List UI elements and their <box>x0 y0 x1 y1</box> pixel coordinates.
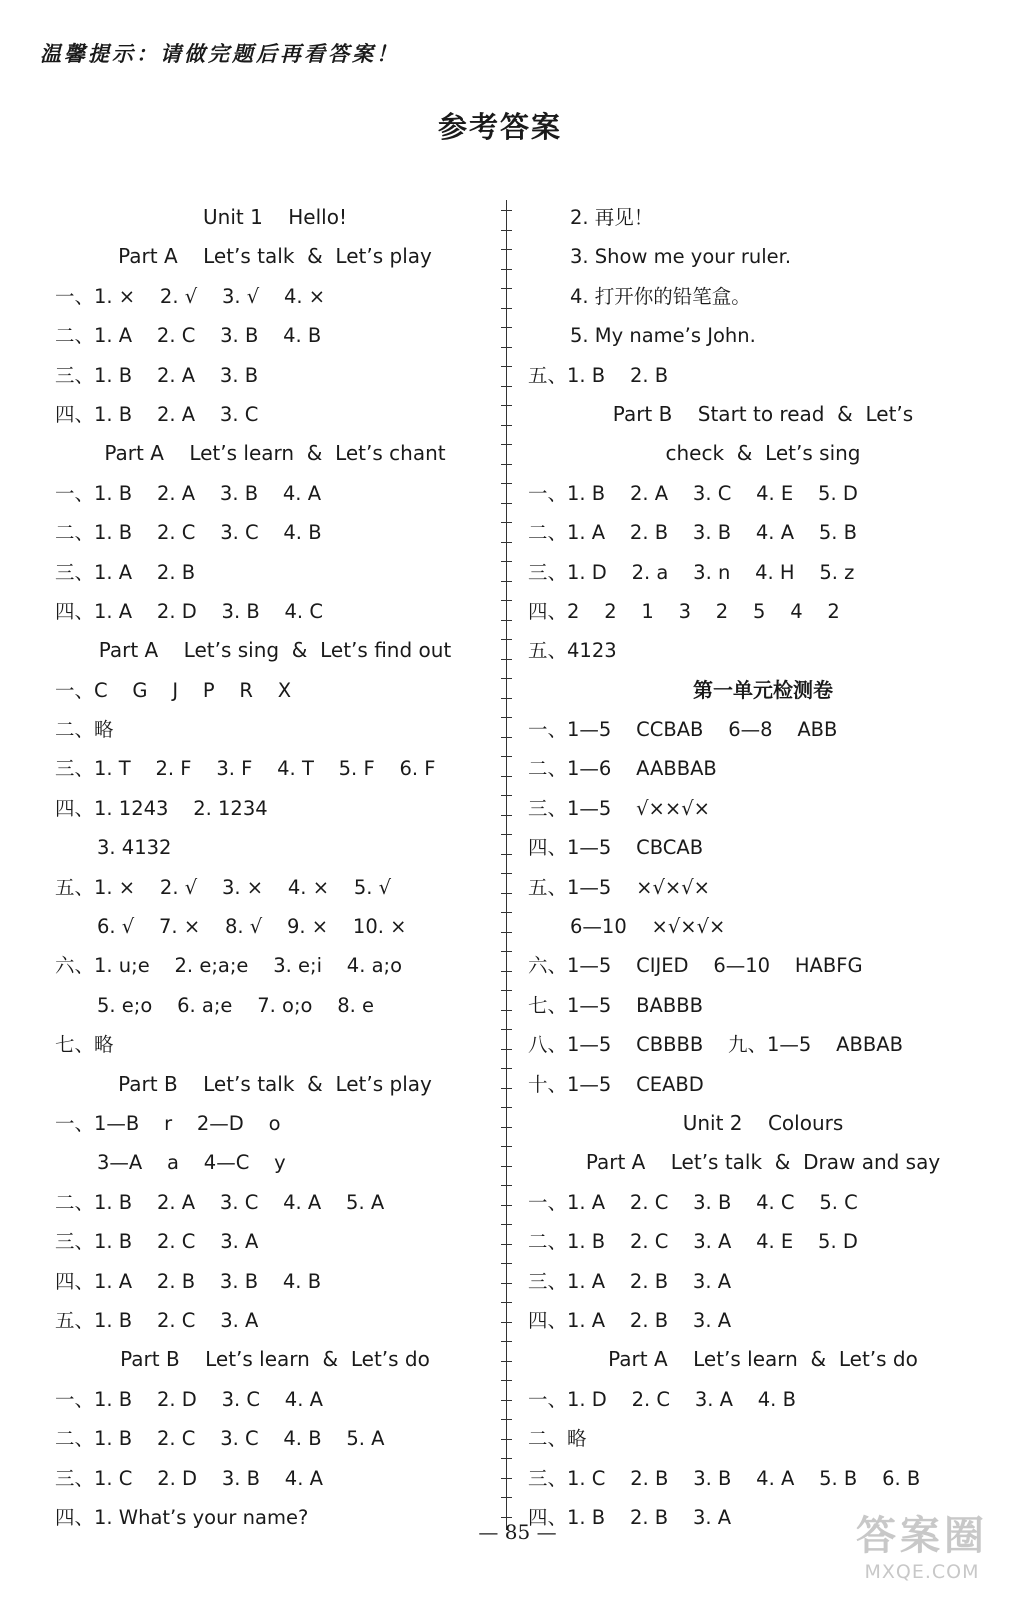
answer-line: 4. 打开你的铅笔盒。 <box>570 284 751 308</box>
divider-tick <box>501 698 512 699</box>
divider-tick <box>501 269 512 270</box>
divider-tick <box>501 1322 512 1323</box>
reminder-tip: 温馨提示：请做完题后再看答案！ <box>40 42 400 66</box>
divider-tick <box>501 444 512 445</box>
divider-tick <box>501 815 512 816</box>
divider-tick <box>501 1439 512 1440</box>
column-divider <box>506 200 507 1530</box>
answer-line: 四、2 2 1 3 2 5 4 2 <box>528 599 840 623</box>
answer-line: 2. 再见！ <box>570 206 654 229</box>
section-heading: Part B Let’s talk & Let’s play <box>118 1071 432 1096</box>
answer-line: 5. My name’s John. <box>570 324 756 348</box>
divider-tick <box>501 893 512 894</box>
section-heading: Part B Let’s learn & Let’s do <box>120 1347 430 1372</box>
answer-line: 四、1. A 2. D 3. B 4. C <box>55 599 323 623</box>
divider-tick <box>501 1283 512 1284</box>
answer-line: 四、1. What’s your name? <box>55 1505 309 1529</box>
divider-tick <box>501 1341 512 1342</box>
answer-line: 四、1. A 2. B 3. A <box>528 1308 732 1332</box>
answer-line: 一、1. × 2. √ 3. √ 4. × <box>55 284 326 308</box>
answer-line: 一、1. B 2. A 3. B 4. A <box>55 481 322 505</box>
divider-tick <box>501 483 512 484</box>
divider-tick <box>501 1146 512 1147</box>
answer-line: 八、1—5 CBBBB 九、1—5 ABBAB <box>528 1033 903 1057</box>
section-heading: Unit 2 Colours <box>682 1110 844 1135</box>
answer-line: 5. e;o 6. a;e 7. o;o 8. e <box>97 993 375 1017</box>
divider-tick <box>501 327 512 328</box>
divider-tick <box>501 503 512 504</box>
answer-line: 二、1. A 2. C 3. B 4. B <box>55 324 322 348</box>
answer-line: 五、4123 <box>528 639 617 663</box>
divider-tick <box>501 386 512 387</box>
answer-line: 二、1. B 2. C 3. C 4. B 5. A <box>55 1427 385 1451</box>
answer-line: 五、1. B 2. B <box>528 363 669 387</box>
answer-line: 五、1—5 ×√×√× <box>528 875 710 899</box>
site-watermark <box>837 1512 1007 1592</box>
divider-tick <box>501 542 512 543</box>
divider-tick <box>501 659 512 660</box>
divider-tick <box>501 230 512 231</box>
answer-line: 六、1. u;e 2. e;a;e 3. e;i 4. a;o <box>55 954 403 978</box>
divider-tick <box>501 1049 512 1050</box>
divider-tick <box>501 1068 512 1069</box>
divider-tick <box>501 1205 512 1206</box>
divider-tick <box>501 249 512 250</box>
divider-tick <box>501 1029 512 1030</box>
divider-tick <box>501 1127 512 1128</box>
divider-tick <box>501 1361 512 1362</box>
divider-tick <box>501 971 512 972</box>
divider-tick <box>501 581 512 582</box>
divider-tick <box>501 834 512 835</box>
section-heading: Part A Let’s talk & Let’s play <box>118 244 432 269</box>
divider-tick <box>501 1517 512 1518</box>
divider-tick <box>501 464 512 465</box>
section-heading: Unit 1 Hello! <box>203 205 347 229</box>
answer-line: 十、1—5 CEABD <box>528 1072 704 1096</box>
divider-tick <box>501 1185 512 1186</box>
answer-line: 四、1. 1243 2. 1234 <box>55 796 268 820</box>
divider-tick <box>501 561 512 562</box>
divider-tick <box>501 1010 512 1011</box>
answer-line: 一、1. D 2. C 3. A 4. B <box>528 1387 796 1411</box>
divider-tick <box>501 347 512 348</box>
answer-line: 6. √ 7. × 8. √ 9. × 10. × <box>97 915 407 939</box>
answer-line: 三、1. A 2. B 3. A <box>528 1269 732 1293</box>
section-heading: Part B Start to read & Let’s <box>612 401 914 426</box>
divider-tick <box>501 425 512 426</box>
section-heading: Part A Let’s sing & Let’s find out <box>98 638 452 663</box>
answer-line: 七、略 <box>55 1033 114 1057</box>
divider-tick <box>501 1166 512 1167</box>
answer-line: 五、1. × 2. √ 3. × 4. × 5. √ <box>55 875 392 899</box>
divider-tick <box>501 854 512 855</box>
divider-tick <box>501 873 512 874</box>
divider-tick <box>501 737 512 738</box>
divider-tick <box>501 1107 512 1108</box>
divider-tick <box>501 678 512 679</box>
right-answer-column <box>528 198 998 1537</box>
section-heading: Part A Let’s talk & Draw and say <box>585 1150 941 1175</box>
divider-tick <box>501 1497 512 1498</box>
section-heading: Part A Let’s learn & Let’s chant <box>104 441 446 466</box>
answer-line: 四、1. B 2. B 3. A <box>528 1505 732 1529</box>
answer-line: 3. 4132 <box>97 836 172 860</box>
answer-line: 四、1—5 CBCAB <box>528 836 704 860</box>
page-number: — 85 — <box>478 1520 557 1544</box>
answer-line: 二、1. B 2. C 3. C 4. B <box>55 521 322 545</box>
answer-line: 三、1. C 2. D 3. B 4. A <box>55 1466 323 1490</box>
answer-line: 四、1. B 2. A 3. C <box>55 402 259 426</box>
left-answer-column <box>55 198 495 1537</box>
answer-line: 一、C G J P R X <box>55 678 292 702</box>
divider-tick <box>501 1419 512 1420</box>
divider-tick <box>501 1244 512 1245</box>
answer-line: 三、1. B 2. A 3. B <box>55 363 259 387</box>
answer-line: 3. Show me your ruler. <box>570 245 792 269</box>
divider-tick <box>501 951 512 952</box>
answer-line: 二、略 <box>55 718 114 742</box>
divider-tick <box>501 210 512 211</box>
answer-line: 三、1. D 2. a 3. n 4. H 5. z <box>528 560 855 584</box>
divider-tick <box>501 620 512 621</box>
answer-line: 二、1—6 AABBAB <box>528 757 717 781</box>
divider-tick <box>501 756 512 757</box>
answer-line: 三、1. A 2. B <box>55 560 196 584</box>
section-heading: Part A Let’s learn & Let’s do <box>608 1347 918 1372</box>
divider-tick <box>501 308 512 309</box>
divider-tick <box>501 912 512 913</box>
divider-tick <box>501 990 512 991</box>
answer-line: 二、1. B 2. C 3. A 4. E 5. D <box>528 1230 858 1254</box>
answer-line: 6—10 ×√×√× <box>570 915 726 939</box>
answer-line: 三、1—5 √××√× <box>528 796 710 820</box>
divider-tick <box>501 717 512 718</box>
page-title: 参考答案 <box>437 110 562 144</box>
divider-tick <box>501 1400 512 1401</box>
answer-line: 一、1. B 2. A 3. C 4. E 5. D <box>528 481 858 505</box>
answer-line: 六、1—5 CIJED 6—10 HABFG <box>528 954 863 978</box>
answer-line: 二、1. B 2. A 3. C 4. A 5. A <box>55 1190 385 1214</box>
divider-tick <box>501 1224 512 1225</box>
divider-tick <box>501 932 512 933</box>
divider-tick <box>501 1088 512 1089</box>
divider-tick <box>501 1380 512 1381</box>
answer-line: 五、1. B 2. C 3. A <box>55 1308 259 1332</box>
answer-line: 一、1—5 CCBAB 6—8 ABB <box>528 718 838 742</box>
watermark-logo: 答案圈 <box>856 1513 988 1559</box>
divider-tick <box>501 288 512 289</box>
answer-line: 二、略 <box>528 1427 587 1451</box>
answer-line: 四、1. A 2. B 3. B 4. B <box>55 1269 322 1293</box>
answer-line: 二、1. A 2. B 3. B 4. A 5. B <box>528 521 858 545</box>
divider-tick <box>501 776 512 777</box>
answer-line: 一、1. B 2. D 3. C 4. A <box>55 1387 323 1411</box>
answer-line: 一、1—B r 2—D o <box>55 1111 281 1135</box>
answer-line: 三、1. C 2. B 3. B 4. A 5. B 6. B <box>528 1466 921 1490</box>
divider-tick <box>501 522 512 523</box>
section-heading: check & Let’s sing <box>665 441 861 466</box>
section-heading: 第一单元检测卷 <box>693 677 833 702</box>
answer-line: 一、1. A 2. C 3. B 4. C 5. C <box>528 1190 858 1214</box>
divider-tick <box>501 366 512 367</box>
answer-line: 三、1. T 2. F 3. F 4. T 5. F 6. F <box>55 757 436 781</box>
divider-tick <box>501 1263 512 1264</box>
divider-tick <box>501 639 512 640</box>
divider-tick <box>501 405 512 406</box>
answer-line: 三、1. B 2. C 3. A <box>55 1230 259 1254</box>
divider-tick <box>501 1458 512 1459</box>
divider-tick <box>501 600 512 601</box>
watermark-url: MXQE.COM <box>864 1561 980 1583</box>
answer-line: 3—A a 4—C y <box>97 1151 286 1175</box>
divider-tick <box>501 795 512 796</box>
divider-tick <box>501 1478 512 1479</box>
divider-tick <box>501 1302 512 1303</box>
answer-line: 七、1—5 BABBB <box>528 993 703 1017</box>
